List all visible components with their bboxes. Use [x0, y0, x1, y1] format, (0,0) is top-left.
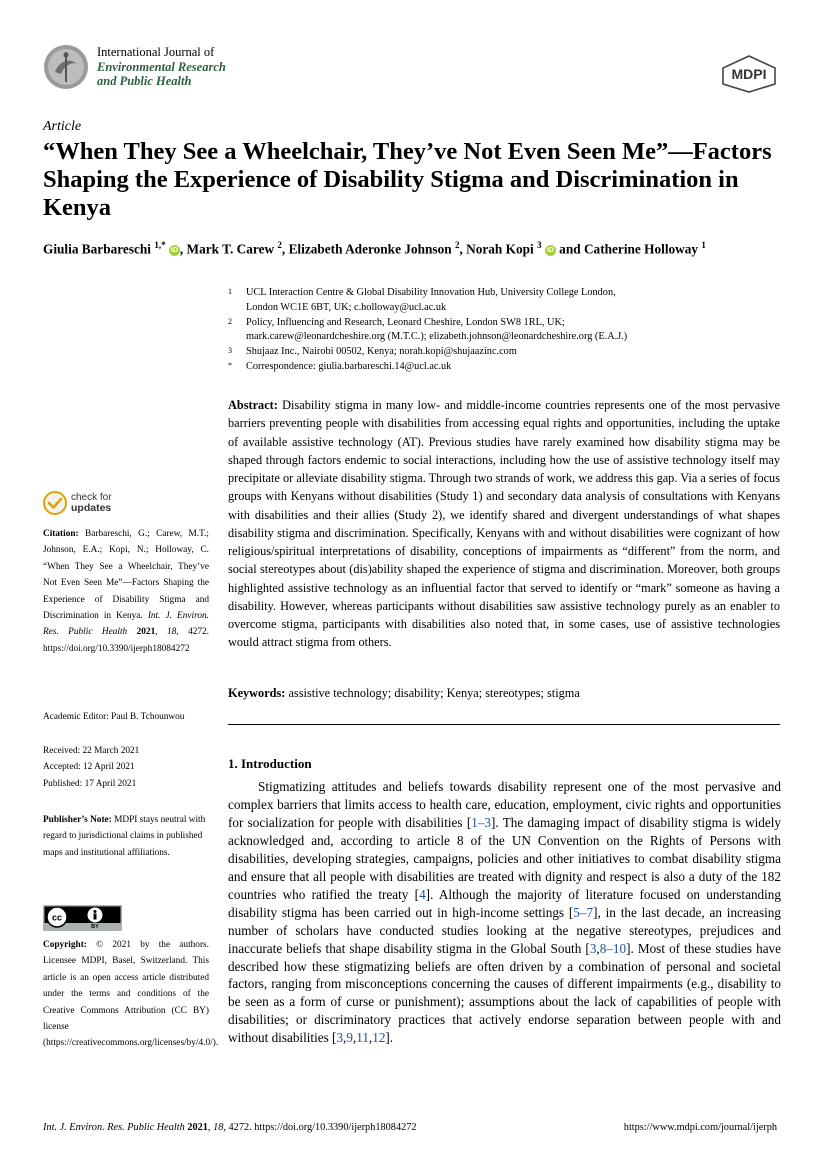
body-text: ]. The damaging impact of disability stigma is widely acknowledged and, according to article 8 of the UN Convention on the Rights of Persons with disabilities, developing strategies, campaigns, policies and other initiatives to combat disability stigma and ensure that all people with disabilities are treated with dignity and respect is also a duty of the 182 countries who ratified the treaty [ [228, 814, 782, 902]
footer-journal-url[interactable]: https://www.mdpi.com/journal/ijerph [623, 1122, 777, 1133]
reference-link[interactable]: 12 [372, 1030, 386, 1046]
author-name: Catherine Holloway [583, 241, 702, 257]
citation-journal: Int. J. Environ. Res. Public Health [43, 611, 209, 638]
citation-doi[interactable]: 4272. https://doi.org/10.3390/ijerph18084272 [43, 627, 209, 654]
footer-citation: Int. J. Environ. Res. Public Health 2021, 18, 4272. https://doi.org/10.3390/ijerph18084272 [43, 1122, 417, 1133]
publisher-note-text: MDPI stays neutral with regard to jurisdictional claims in published maps and institutional affiliations. [43, 815, 206, 858]
citation-year: 2021 [136, 627, 156, 638]
publisher-name: MDPI [731, 66, 767, 82]
affiliation-text [246, 360, 788, 375]
author-name: Elizabeth Aderonke Johnson [288, 241, 455, 257]
received-date: Received: 22 March 2021 [43, 746, 140, 756]
author-affiliation-marker: 1,* [154, 240, 166, 250]
affiliation-line: London WC1E 6BT, UK; c.holloway@ucl.ac.uk [246, 301, 447, 313]
body-text: ], in the last decade, an increasing number of scholars have conducted studies looking at the negative stereotypes, prejudices and inaccurate beliefs that shape disability stigma in the Global South [ [228, 904, 781, 956]
reference-link[interactable]: 1–3 [471, 814, 491, 830]
author-affiliation-marker: 2 [277, 240, 282, 250]
publisher-note [43, 812, 209, 861]
body-text: , [352, 1030, 357, 1046]
abstract-text: Disability stigma in many low- and middle-income countries represents one of the most pervasive barriers preventing people with disabilities from accessing equal rights and opportunities, including the uptake of available assistive technology (AT). Previous studies have rarely examined how disability stigma may be shaped through factors endemic to social interactions, including how the use of assistive technology itself may precipitate or alleviate disability stigma. Through two strands of work, we address this gap. Via a series of focus groups with Kenyans without disabilities (Study 1) and secondary data analysis of consultations with Kenyans with disabilities and their allies (Study 2), we identify shared and divergent understandings of what shapes disability stigma and discrimination. Specifically, Kenyans with and without disabilities were cognizant of how religious/spiritual interpretations of disability, conceptions of impairments as “different” from the norm, and social stereotypes about (dis)ability shaped the experience of stigma and discrimination. Moreover, both groups highlighted assistive technology as an influential factor that served to identify or “mark” someone as having a disability. However, whereas participants without disabilities saw assistive technology purely as an enabler to overcome stigma, participants with disabilities also noted that, in some cases, use of assistive technologies would attract stigma from others. [228, 398, 781, 650]
affiliation-line: mark.carew@leonardcheshire.org (M.T.C.); elizabeth.johnson@leonardcheshire.org (E.A.J.) [246, 331, 628, 343]
abstract-label: Abstract: [228, 398, 278, 412]
citation-block: Citation: Barbareschi, G.; Carew, M.T.; Johnson, E.A.; Kopi, N.; Holloway, C. “When They See a Wheelchair, They’ve Not Even Seen Me”—Factors Shaping the Experience of Disability Stigma and Discrimination in Kenya. Int. J. Environ. Res. Public Health 2021, 18, 4272. https://doi.org/10.3390/ijerph18084272 [43, 529, 209, 654]
footer-year: 2021 [187, 1122, 208, 1133]
copyright-text: © 2021 by the authors. Licensee MDPI, Basel, Switzerland. This article is an open access article distributed under the terms and conditions of the Creative Commons Attribution (CC BY) license (https://creativecommons.org/licenses/by/4.0/). [43, 940, 219, 1049]
footer-journal: Int. J. Environ. Res. Public Health [43, 1122, 185, 1133]
footer-volume: 18 [213, 1122, 224, 1133]
reference-link[interactable]: 5–7 [573, 904, 594, 920]
footer-doi[interactable]: , 4272. https://doi.org/10.3390/ijerph18084272 [223, 1122, 417, 1133]
check-updates-line1: check for [71, 492, 112, 503]
author-name: Norah Kopi [466, 241, 538, 257]
cc-by-license-icon[interactable] [43, 905, 122, 931]
author-affiliation-marker: 2 [454, 240, 460, 250]
body-text: Stigmatizing attitudes and beliefs towards disability represent one of the most pervasive and complex barriers that limits access to health care, education, employment, civic rights and opportunities for socialization for people with disabilities [ [228, 779, 781, 830]
copyright-block [43, 937, 219, 1052]
check-for-updates-button[interactable] [43, 490, 143, 518]
affiliation-number: 2 [228, 316, 232, 326]
author-list: Giulia Barbareschi $^{1,*}$ iD , Mark T. Carew $^2$, Elizabeth Aderonke Johnson $^2$, Norah Kopi $^3$ iD and Catherine Holloway $^1$ [43, 240, 706, 257]
mdpi-logo-icon [720, 54, 778, 94]
check-updates-icon [43, 491, 67, 515]
dates-block [43, 743, 209, 792]
accepted-date: Accepted: 12 April 2021 [43, 762, 135, 773]
author-name: Mark T. Carew [186, 241, 278, 257]
author-affiliation-marker: 1 [701, 240, 706, 250]
body-text: , [596, 940, 600, 956]
body-text: ]. Although the majority of literature focused on understanding disability stigma has been carried out in high-income settings [ [228, 886, 781, 920]
reference-link[interactable]: 11 [356, 1030, 369, 1046]
body-text: ]. Most of these studies have described how these stigmatizing beliefs are often driven by a combination of personal and societal factors, ranging from misconceptions concerning the causes of different impairments (e.g., disability to be seen as a form of curse or punishment); assumptions about the lack of capabilities of people with disabilities; or discriminatory practices that actively endorse separation between people with and without disabilities [ [228, 940, 781, 1046]
affiliation-number: 3 [228, 346, 232, 356]
author-affiliation-marker: 3 [537, 240, 542, 250]
affiliation-text [246, 286, 788, 316]
abstract [228, 396, 780, 652]
cc-by-label: BY [91, 924, 99, 931]
reference-link[interactable]: 4 [419, 886, 426, 902]
reference-link[interactable]: 9 [346, 1030, 353, 1046]
check-updates-line2: updates [71, 502, 112, 514]
svg-text:cc: cc [51, 912, 63, 923]
affiliation-text [246, 345, 788, 360]
affiliation-item [228, 286, 788, 316]
affiliation-item [228, 316, 788, 346]
journal-name [97, 45, 226, 89]
affiliation-number: * [228, 360, 232, 370]
article-type: Article [43, 119, 82, 134]
intro-paragraph [228, 778, 781, 1047]
body-text: , [343, 1030, 347, 1046]
published-date: Published: 17 April 2021 [43, 778, 137, 789]
keywords-text: assistive technology; disability; Kenya; stereotypes; stigma [288, 686, 580, 700]
orcid-icon[interactable]: iD [170, 247, 178, 255]
journal-logo-icon [43, 44, 89, 90]
section-heading: 1. Introduction [228, 756, 312, 771]
citation-text: Barbareschi, G.; Carew, M.T.; Johnson, E.A.; Kopi, N.; Holloway, C. “When They See a Wheelchair, They’ve Not Even Seen Me”—Factors Shaping the Experience of Disability Stigma and Discrimination in Kenya. [43, 529, 209, 622]
check-updates-label [71, 492, 112, 514]
affiliation-line: Shujaaz Inc., Nairobi 00502, Kenya; norah.kopi@shujaazinc.com [246, 346, 517, 358]
affiliation-text [246, 316, 788, 346]
reference-link[interactable]: 3 [589, 940, 597, 956]
affiliation-number: 1 [228, 287, 232, 296]
author-name: Giulia Barbareschi [43, 241, 155, 257]
academic-editor: Academic Editor: Paul B. Tchounwou [43, 712, 185, 722]
section-divider [228, 724, 780, 725]
keywords-label: Keywords: [228, 686, 286, 700]
affiliation-line: Correspondence: giulia.barbareschi.14@ucl.ac.uk [246, 360, 452, 372]
copyright-label: Copyright: [43, 940, 87, 950]
publisher-note-label: Publisher’s Note: [43, 815, 112, 825]
reference-link[interactable]: 3 [336, 1030, 344, 1046]
affiliation-item [228, 360, 788, 375]
affiliation-line: UCL Interaction Centre & Global Disability Innovation Hub, University College London, [246, 287, 616, 298]
orcid-icon[interactable]: iD [546, 247, 554, 255]
journal-name-line2: Environmental Research [97, 59, 226, 74]
citation-label: Citation: [43, 529, 79, 539]
affiliation-item [228, 345, 788, 360]
journal-name-line3: and Public Health [97, 74, 192, 88]
article-title: “When They See a Wheelchair, They’ve Not Even Seen Me”—Factors Shaping the Experience of Disability Stigma and Discrimination in Kenya [43, 138, 772, 221]
affiliation-line: Policy, Influencing and Research, Leonard Cheshire, London SW8 1RL, UK; [246, 316, 565, 328]
affiliations [228, 286, 788, 375]
body-text: , [368, 1030, 373, 1046]
citation-volume: 18 [167, 627, 177, 638]
keywords [228, 686, 780, 701]
reference-link[interactable]: 8–10 [599, 940, 627, 956]
body-text: ]. [385, 1030, 394, 1046]
journal-name-line1: International Journal of [97, 45, 215, 59]
